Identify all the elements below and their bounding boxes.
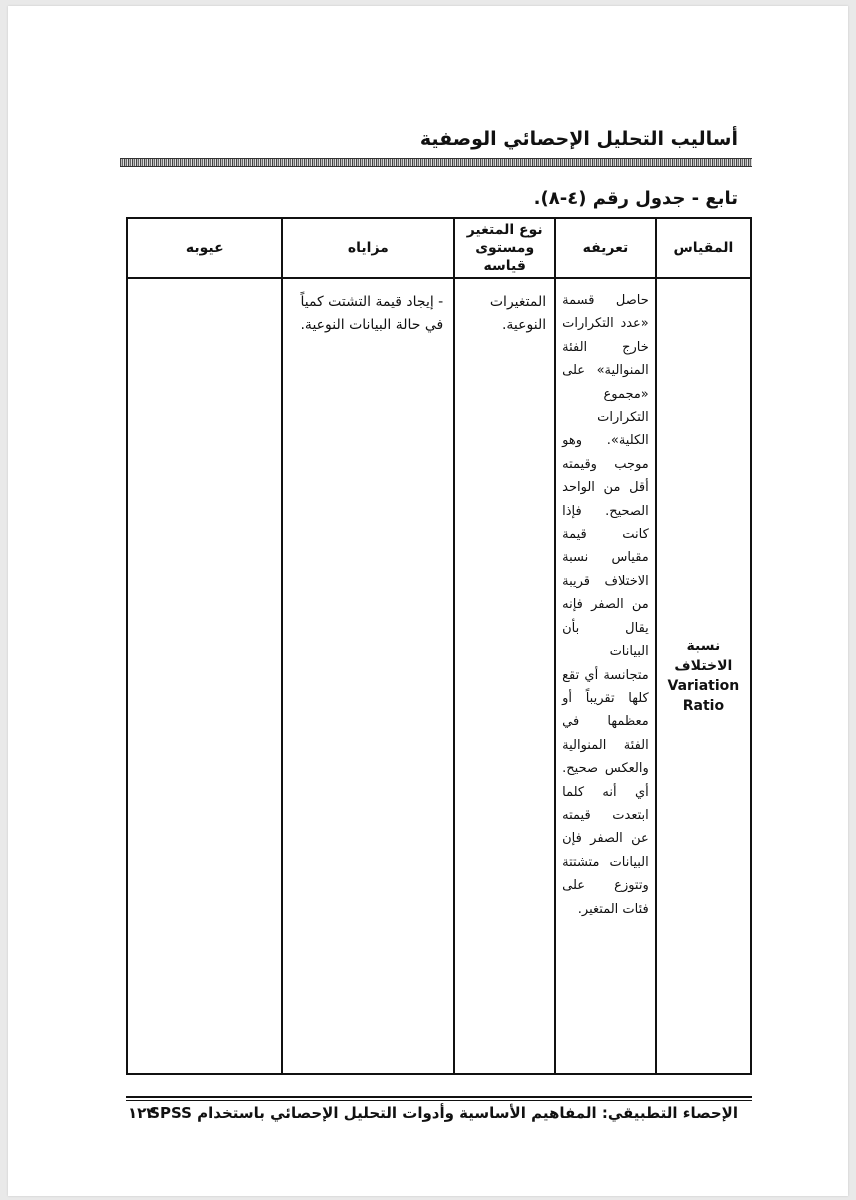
book-page (8, 6, 848, 1196)
footer-rule-thin (126, 1100, 752, 1101)
measure-name-arabic: نسبة الاختلاف (674, 638, 733, 674)
column-header-measure: المقياس (656, 218, 751, 278)
footer-rule (126, 1096, 752, 1098)
column-header-definition: تعريفه (555, 218, 656, 278)
table-row (127, 278, 751, 1074)
column-header-variable-type: نوع المتغير ومستوى قياسه (454, 218, 555, 278)
cell-measure-name (656, 278, 751, 1074)
table-header-row (127, 218, 751, 278)
page-number: ١٢٣ (128, 1104, 156, 1122)
header-decorative-rule (120, 158, 752, 167)
cell-definition: حاصل قسمة «عدد التكرارات خارج الفئة المنوالية» على «مجموع التكرارات الكلية». وهو موجب وقيمته أقل من الواحد الصحيح. فإذا كانت قيمة مقياس نسبة الاختلاف قريبة من الصفر فإنه يقال بأن البيانات متجانسة أي تقع كلها تقريباً أو معظمها في الفئة المنوالية والعكس صحيح. أي أنه كلما ابتعدت قيمته عن الصفر فإن البيانات متشتتة وتتوزع على فئات المتغير. (555, 278, 656, 1074)
measures-table (126, 217, 752, 1075)
table-caption: تابع - جدول رقم (٤-٨). (533, 188, 738, 209)
cell-advantages: - إيجاد قيمة التشتت كمياً في حالة البيانات النوعية. (282, 278, 454, 1074)
running-footer-book-title: الإحصاء التطبيقي: المفاهيم الأساسية وأدوات التحليل الإحصائي باستخدام SPSS (149, 1104, 738, 1122)
cell-variable-type: المتغيرات النوعية. (454, 278, 555, 1074)
measure-name-english: Variation Ratio (667, 678, 740, 714)
column-header-advantages: مزاياه (282, 218, 454, 278)
cell-disadvantages (127, 278, 282, 1074)
column-header-disadvantages: عيوبه (127, 218, 282, 278)
running-header-title: أساليب التحليل الإحصائي الوصفية (419, 128, 738, 150)
